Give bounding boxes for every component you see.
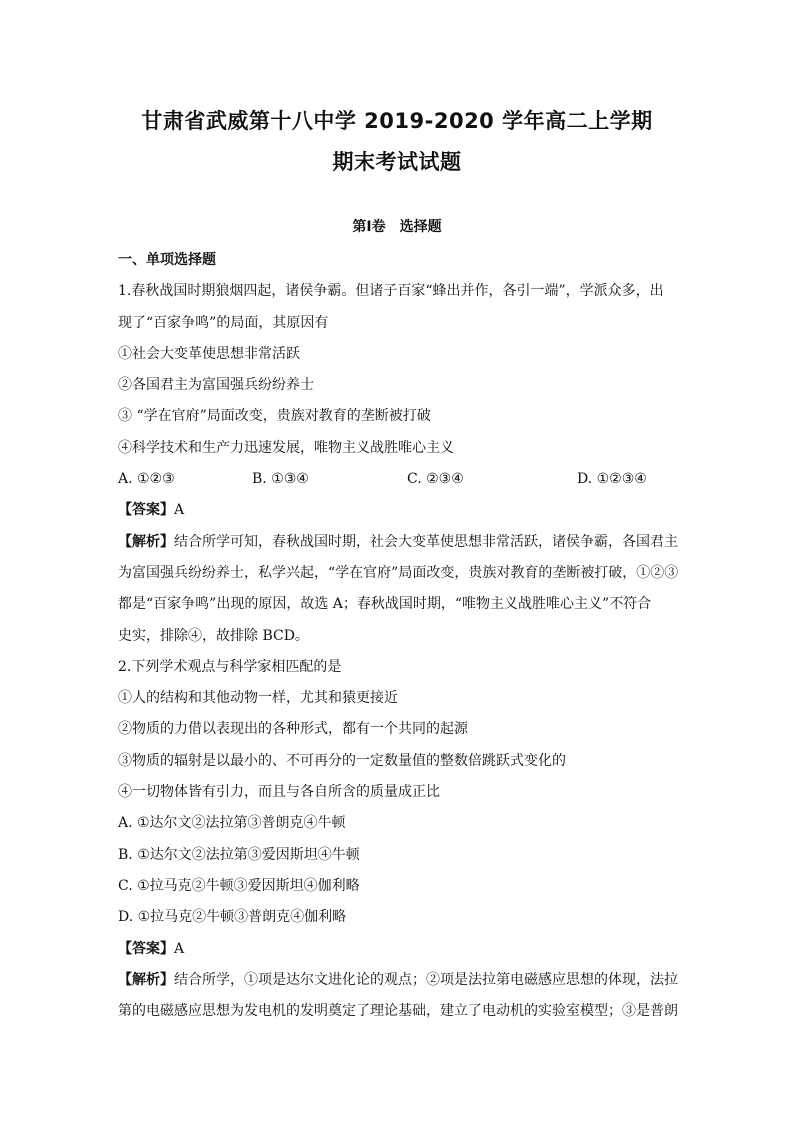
q1-options bbox=[118, 464, 680, 495]
q1-analysis-line4: 史实，排除④，故排除 BCD。 bbox=[118, 627, 309, 644]
section-title: 第Ⅰ卷 选择题 bbox=[352, 219, 442, 235]
document-title-line2: 期末考试试题 bbox=[332, 150, 462, 174]
q1-analysis-label: 【解析】 bbox=[118, 533, 174, 550]
q1-stem-line2: 现了“百家争鸣”的局面，其原因有 bbox=[118, 314, 329, 331]
q1-stem-line1: 1.春秋战国时期狼烟四起，诸侯争霸。但诸子百家“蜂出并作，各引一端”，学派众多，出 bbox=[118, 283, 664, 300]
q1-option-d: D. ①②③④ bbox=[577, 471, 647, 488]
q1-option-c: C. ②③④ bbox=[407, 471, 464, 488]
q2-analysis-text-1: 结合所学，①项是达尔文进化论的观点；②项是法拉第电磁感应思想的体现，法拉 bbox=[174, 971, 678, 988]
q2-analysis-label: 【解析】 bbox=[118, 971, 174, 988]
q2-analysis-line2: 第的电磁感应思想为发电机的发明奠定了理论基础，建立了电动机的实验室模型；③是普朗 bbox=[118, 1003, 678, 1020]
q1-answer-value: A bbox=[174, 502, 185, 519]
q2-answer-label: 【答案】 bbox=[118, 940, 174, 957]
q2-analysis-line1 bbox=[118, 965, 680, 996]
q1-answer-label: 【答案】 bbox=[118, 502, 174, 519]
q2-answer-value: A bbox=[174, 940, 185, 957]
q2-item-1: ①人的结构和其他动物一样，尤其和猿更接近 bbox=[118, 690, 398, 707]
q2-item-3: ③物质的辐射是以最小的、不可再分的一定数量值的整数倍跳跃式变化的 bbox=[118, 752, 566, 769]
q1-item-4: ④科学技术和生产力迅速发展，唯物主义战胜唯心主义 bbox=[118, 439, 454, 456]
question-content bbox=[118, 245, 680, 1027]
q1-analysis-line3: 都是“百家争鸣”出现的原因，故选 A；春秋战国时期，“唯物主义战胜唯心主义”不符合 bbox=[118, 596, 652, 613]
q1-item-1: ①社会大变革使思想非常活跃 bbox=[118, 345, 300, 362]
part-heading: 一、单项选择题 bbox=[118, 252, 216, 268]
q1-option-b: B. ①③④ bbox=[252, 471, 309, 488]
q2-option-d: D. ①拉马克②牛顿③普朗克④伽利略 bbox=[118, 909, 347, 926]
q2-item-2: ②物质的力借以表现出的各种形式，都有一个共同的起源 bbox=[118, 721, 468, 738]
q1-option-a: A. ①②③ bbox=[118, 471, 175, 488]
q2-option-c: C. ①拉马克②牛顿③爱因斯坦④伽利略 bbox=[118, 877, 360, 894]
q1-analysis-line2: 为富国强兵纷纷养士，私学兴起，“学在官府”局面改变，贵族对教育的垄断被打破，①②③ bbox=[118, 564, 679, 581]
q1-analysis-line1 bbox=[118, 527, 680, 558]
q2-option-b: B. ①达尔文②法拉第③爱因斯坦④牛顿 bbox=[118, 846, 360, 863]
q1-item-3: ③ “学在官府”局面改变，贵族对教育的垄断被打破 bbox=[118, 408, 431, 425]
document-title-line1: 甘肃省武威第十八中学 2019-2020 学年高二上学期 bbox=[141, 109, 653, 133]
q2-option-a: A. ①达尔文②法拉第③普朗克④牛顿 bbox=[118, 815, 346, 832]
q1-answer bbox=[118, 495, 680, 526]
q1-analysis-text-1: 结合所学可知，春秋战国时期，社会大变革使思想非常活跃，诸侯争霸，各国君主 bbox=[174, 533, 678, 550]
q2-item-4: ④一切物体皆有引力，而且与各自所含的质量成正比 bbox=[118, 784, 440, 801]
q2-answer bbox=[118, 934, 680, 965]
q2-stem: 2.下列学术观点与科学家相匹配的是 bbox=[118, 658, 342, 675]
q1-item-2: ②各国君主为富国强兵纷纷养士 bbox=[118, 377, 314, 394]
